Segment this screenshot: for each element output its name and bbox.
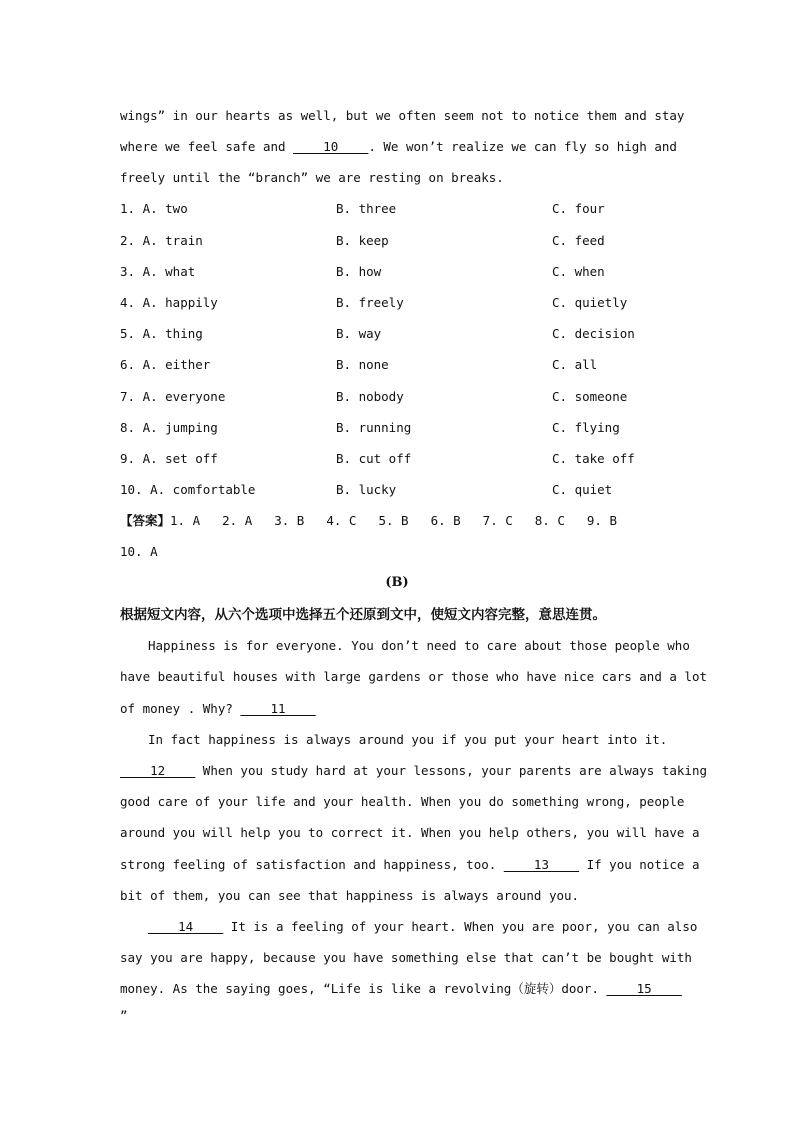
option-a: 3. A. what — [120, 264, 196, 279]
answer-key-items — [170, 513, 639, 528]
blank-13: ____13____ — [503, 857, 580, 872]
answer-item: 4. C — [326, 513, 357, 528]
para-3-line-1-post: It is a feeling of your heart. When you are poor, you can also — [223, 919, 698, 934]
option-row — [120, 233, 680, 251]
passage-a-line-3: freely until the “branch” we are resting on breaks. — [120, 170, 504, 185]
option-c: C. four — [552, 201, 605, 216]
section-b-title: (B) — [385, 575, 409, 590]
option-b: B. way — [336, 326, 382, 341]
option-c: C. decision — [552, 326, 635, 341]
blank-10: ____10____ — [293, 139, 369, 154]
option-row — [120, 295, 680, 313]
option-row — [120, 201, 680, 219]
option-a: 6. A. either — [120, 357, 211, 372]
blank-12: ____12____ — [120, 763, 196, 778]
answer-item: 5. B — [378, 513, 409, 528]
answer-item: 1. A — [170, 513, 201, 528]
answer-item: 6. B — [430, 513, 461, 528]
answer-key-label: 【答案】 — [120, 513, 171, 528]
para-2-line-5-post: If you notice a — [579, 857, 700, 872]
option-a: 10. A. comfortable — [120, 482, 256, 497]
option-row — [120, 389, 680, 407]
para-1-line-2: have beautiful houses with large gardens or those who have nice cars and a lot — [120, 669, 707, 684]
para-3-line-1 — [148, 919, 697, 934]
option-c: C. all — [552, 357, 598, 372]
option-row — [120, 326, 680, 344]
para-2-line-5-pre: strong feeling of satisfaction and happiness, too. — [120, 857, 504, 872]
option-a: 5. A. thing — [120, 326, 203, 341]
option-a: 4. A. happily — [120, 295, 218, 310]
option-row — [120, 264, 680, 282]
option-c: C. take off — [552, 451, 635, 466]
option-row — [120, 357, 680, 375]
option-b: B. running — [336, 420, 412, 435]
answer-item: 7. C — [482, 513, 513, 528]
para-2-line-6: bit of them, you can see that happiness is always around you. — [120, 888, 580, 903]
para-2-line-5 — [120, 857, 700, 872]
option-a: 2. A. train — [120, 233, 203, 248]
section-b-instruction: 根据短文内容，从六个选项中选择五个还原到文中，使短文内容完整，意思连贯。 — [120, 607, 606, 623]
para-1-line-1: Happiness is for everyone. You don’t need to care about those people who — [148, 638, 690, 653]
option-b: B. lucky — [336, 482, 397, 497]
answer-key-last: 10. A — [120, 544, 158, 559]
option-row — [120, 451, 680, 469]
option-a: 1. A. two — [120, 201, 188, 216]
passage-a-line-2-pre: where we feel safe and — [120, 139, 294, 154]
option-row — [120, 420, 680, 438]
option-b: B. cut off — [336, 451, 412, 466]
option-c: C. when — [552, 264, 605, 279]
para-3-line-3 — [120, 979, 682, 997]
answer-key — [120, 511, 639, 529]
option-row — [120, 482, 680, 500]
para-1-line-3 — [120, 701, 316, 716]
option-b: B. none — [336, 357, 389, 372]
option-c: C. feed — [552, 233, 605, 248]
para-2-line-3: good care of your life and your health. When you do something wrong, people — [120, 794, 685, 809]
option-a: 8. A. jumping — [120, 420, 218, 435]
passage-a-line-2-post: . We won’t realize we can fly so high and — [368, 139, 677, 154]
para-3-line-4: ” — [120, 1008, 128, 1023]
option-b: B. freely — [336, 295, 404, 310]
answer-item: 8. C — [534, 513, 565, 528]
passage-a-line-1: wings” in our hearts as well, but we often seem not to notice them and stay — [120, 108, 685, 123]
answer-item: 9. B — [586, 513, 617, 528]
para-1-line-3-pre: of money . Why? — [120, 701, 241, 716]
para-2-line-1: In fact happiness is always around you if you put your heart into it. — [148, 732, 668, 747]
answer-item: 3. B — [274, 513, 305, 528]
blank-14: ____14____ — [148, 919, 224, 934]
option-c: C. quiet — [552, 482, 613, 497]
option-c: C. quietly — [552, 295, 628, 310]
option-a: 9. A. set off — [120, 451, 218, 466]
para-2-line-2 — [120, 763, 707, 778]
option-a: 7. A. everyone — [120, 389, 226, 404]
option-c: C. someone — [552, 389, 628, 404]
blank-15: ____15____ — [606, 981, 682, 996]
passage-a-line-2 — [120, 139, 677, 154]
option-c: C. flying — [552, 420, 620, 435]
para-3-line-3-pre: money. As the saying goes, “Life is like a revolving（旋转）door. — [120, 981, 607, 996]
option-b: B. how — [336, 264, 382, 279]
option-b: B. three — [336, 201, 397, 216]
para-2-line-2-post: When you study hard at your lessons, your parents are always taking — [195, 763, 708, 778]
option-b: B. nobody — [336, 389, 404, 404]
answer-item: 2. A — [222, 513, 253, 528]
para-3-line-2: say you are happy, because you have something else that can’t be bought with — [120, 950, 692, 965]
option-b: B. keep — [336, 233, 389, 248]
blank-11: ____11____ — [240, 701, 316, 716]
para-2-line-4: around you will help you to correct it. When you help others, you will have a — [120, 825, 700, 840]
